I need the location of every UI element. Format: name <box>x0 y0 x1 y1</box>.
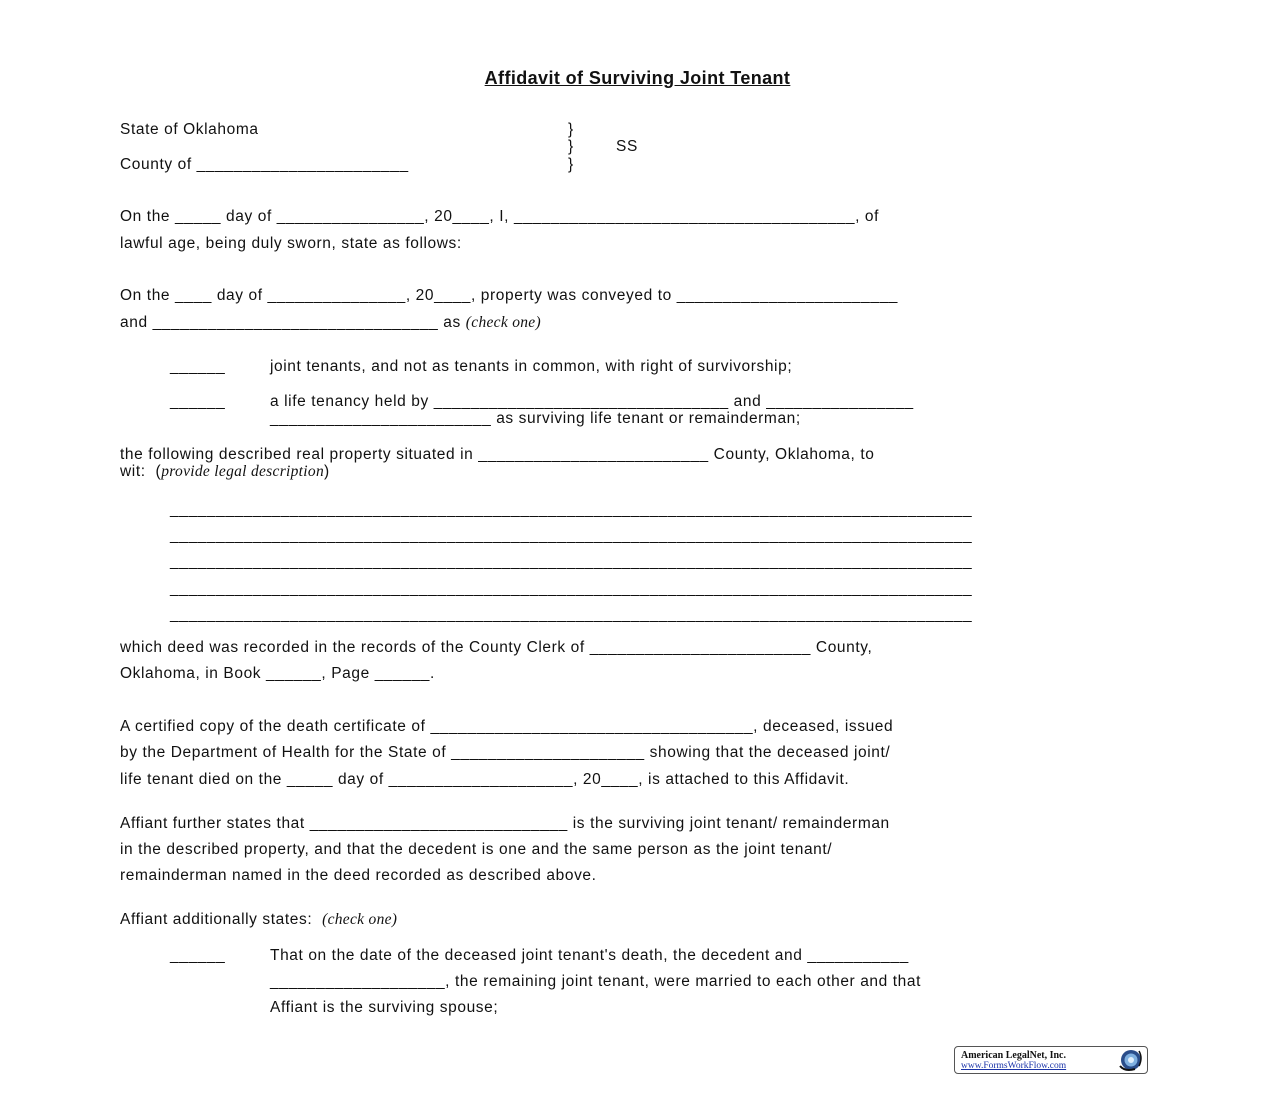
check-one-note: (check one) <box>465 314 541 331</box>
venue-ss: SS <box>616 138 638 155</box>
option-married-line3: Affiant is the surviving spouse; <box>270 999 499 1016</box>
para2-line2: and _______________________________ as (check one) <box>120 314 541 331</box>
para3-line2: wit: (provide legal description) <box>120 463 330 480</box>
publisher-url[interactable]: www.FormsWorkFlow.com <box>961 1061 1067 1071</box>
publisher-name: American LegalNet, Inc. <box>961 1050 1066 1061</box>
legal-description-line: _______________________________________________________________________________________ <box>170 606 973 623</box>
para4-line1: which deed was recorded in the records of the County Clerk of ________________________ County, <box>120 639 873 656</box>
para1-line1: On the _____ day of ________________, 20____, I, _____________________________________, of <box>120 208 880 225</box>
option-blank: ______ <box>170 393 226 410</box>
option-married-line2: ___________________, the remaining joint tenant, were married to each other and that <box>270 973 922 990</box>
option-blank: ______ <box>170 947 226 964</box>
option-joint-tenants: joint tenants, and not as tenants in common, with right of survivorship; <box>270 358 793 375</box>
option-life-tenancy-line1: a life tenancy held by ________________________________ and ________________ <box>270 393 914 410</box>
para3-line1: the following described real property situated in _________________________ County, Oklahoma, to <box>120 446 875 463</box>
legal-description-line: _______________________________________________________________________________________ <box>170 580 973 597</box>
para7: Affiant additionally states: (check one) <box>120 911 398 928</box>
venue-brace: } <box>568 138 574 155</box>
option-blank: ______ <box>170 358 226 375</box>
legal-description-line: _______________________________________________________________________________________ <box>170 501 973 518</box>
venue-county: County of _______________________ <box>120 156 409 173</box>
option-married-line1: That on the date of the deceased joint tenant's death, the decedent and ___________ <box>270 947 909 964</box>
para5-line2: by the Department of Health for the State of _____________________ showing that the deceased joint/ <box>120 744 891 761</box>
para4-line2: Oklahoma, in Book ______, Page ______. <box>120 665 435 682</box>
publisher-logo <box>954 1046 1148 1074</box>
para6-line3: remainderman named in the deed recorded as described above. <box>120 867 597 884</box>
venue-brace: } <box>568 156 574 173</box>
venue-state: State of Oklahoma <box>120 121 259 138</box>
para6-line1: Affiant further states that ____________________________ is the surviving joint tenant/ remainderman <box>120 815 890 832</box>
para2-line1: On the ____ day of _______________, 20____, property was conveyed to ________________________ <box>120 287 899 304</box>
legal-description-line: _______________________________________________________________________________________ <box>170 553 973 570</box>
option-life-tenancy-line2: ________________________ as surviving life tenant or remainderman; <box>270 410 801 427</box>
para5-line1: A certified copy of the death certificate of ___________________________________, deceased, issued <box>120 718 894 735</box>
venue-brace: } <box>568 121 574 138</box>
globe-swirl-icon <box>1117 1048 1143 1072</box>
para1-line2: lawful age, being duly sworn, state as follows: <box>120 235 462 252</box>
legal-description-line: _______________________________________________________________________________________ <box>170 527 973 544</box>
para6-line2: in the described property, and that the decedent is one and the same person as the joint tenant/ <box>120 841 833 858</box>
document-title: Affidavit of Surviving Joint Tenant <box>484 68 791 88</box>
para5-line3: life tenant died on the _____ day of ____________________, 20____, is attached to this Affidavit. <box>120 771 850 788</box>
